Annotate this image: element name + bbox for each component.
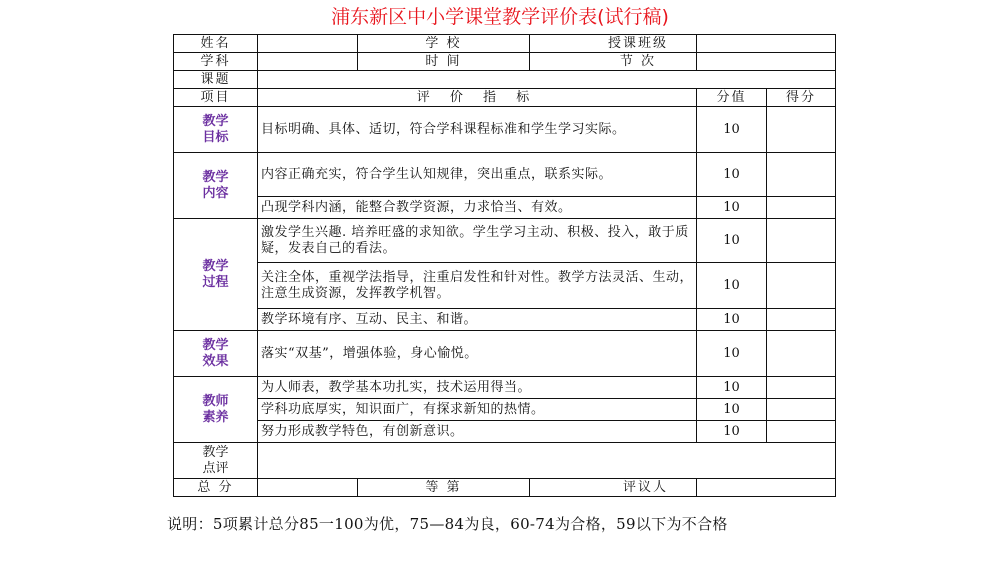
criteria-row <box>174 377 836 399</box>
criteria-text: 为人师表，教学基本功扎实，技术运用得当。 <box>258 377 697 399</box>
score-field[interactable] <box>767 421 836 443</box>
time-label: 时 间 <box>358 53 530 71</box>
score-field[interactable] <box>767 399 836 421</box>
criteria-text: 关注全体，重视学法指导，注重启发性和针对性。教学方法灵活、生动，注意生成资源，发挥教学机智。 <box>258 263 697 309</box>
col-points: 分值 <box>697 89 767 107</box>
points-value: 10 <box>697 331 767 377</box>
subject-field[interactable] <box>258 53 358 71</box>
score-field[interactable] <box>767 377 836 399</box>
period-field[interactable] <box>697 53 836 71</box>
remark-row <box>174 443 836 479</box>
points-value: 10 <box>697 153 767 197</box>
score-field[interactable] <box>767 331 836 377</box>
col-score: 得分 <box>767 89 836 107</box>
points-value: 10 <box>697 197 767 219</box>
topic-field[interactable] <box>258 71 836 89</box>
info-row-1 <box>174 35 836 53</box>
score-field[interactable] <box>767 219 836 263</box>
points-value: 10 <box>697 377 767 399</box>
column-header-row <box>174 89 836 107</box>
item-process: 教学 过程 <box>174 219 258 331</box>
topic-row <box>174 71 836 89</box>
page-title: 浦东新区中小学课堂教学评价表(试行稿) <box>331 6 669 28</box>
col-item: 项目 <box>174 89 258 107</box>
score-field[interactable] <box>767 197 836 219</box>
total-label: 总 分 <box>174 479 258 497</box>
criteria-text: 学科功底厚实，知识面广，有探求新知的热情。 <box>258 399 697 421</box>
criteria-text: 激发学生兴趣. 培养旺盛的求知欲。学生学习主动、积极、投入，敢于质疑，发表自己的看法。 <box>258 219 697 263</box>
criteria-text: 凸现学科内涵，能整合教学资源，力求恰当、有效。 <box>258 197 697 219</box>
points-value: 10 <box>697 219 767 263</box>
points-value: 10 <box>697 309 767 331</box>
criteria-row <box>174 219 836 263</box>
period-label: 节 次 <box>530 53 697 71</box>
criteria-text: 努力形成教学特色，有创新意识。 <box>258 421 697 443</box>
grade-label: 等 第 <box>358 479 530 497</box>
evaluation-table <box>173 34 836 497</box>
col-criteria: 评 价 指 标 <box>258 89 697 107</box>
score-field[interactable] <box>767 107 836 153</box>
score-field[interactable] <box>767 309 836 331</box>
remark-field[interactable] <box>258 443 836 479</box>
criteria-text: 落实“双基”，增强体验，身心愉悦。 <box>258 331 697 377</box>
criteria-row <box>174 421 836 443</box>
points-value: 10 <box>697 107 767 153</box>
total-row <box>174 479 836 497</box>
remark-label-text: 教学点评 <box>202 444 229 476</box>
topic-label: 课题 <box>174 71 258 89</box>
points-value: 10 <box>697 421 767 443</box>
criteria-text: 教学环境有序、互动、民主、和谐。 <box>258 309 697 331</box>
grading-note: 说明：5项累计总分85一100为优，75—84为良，60-74为合格，59以下为不合格 <box>167 515 728 533</box>
reviewer-field[interactable] <box>697 479 836 497</box>
score-field[interactable] <box>767 263 836 309</box>
criteria-row <box>174 197 836 219</box>
criteria-row <box>174 263 836 309</box>
remark-label <box>174 443 258 479</box>
class-field[interactable] <box>697 35 836 53</box>
criteria-row <box>174 309 836 331</box>
points-value: 10 <box>697 399 767 421</box>
points-value: 10 <box>697 263 767 309</box>
criteria-row <box>174 153 836 197</box>
item-teacher-quality: 教师 素养 <box>174 377 258 443</box>
criteria-text: 内容正确充实，符合学生认知规律，突出重点，联系实际。 <box>258 153 697 197</box>
subject-label: 学科 <box>174 53 258 71</box>
class-label: 授课班级 <box>530 35 697 53</box>
item-effect: 教学 效果 <box>174 331 258 377</box>
name-label: 姓名 <box>174 35 258 53</box>
school-label: 学 校 <box>358 35 530 53</box>
item-content: 教学 内容 <box>174 153 258 219</box>
criteria-row <box>174 399 836 421</box>
criteria-row <box>174 107 836 153</box>
criteria-row <box>174 331 836 377</box>
score-field[interactable] <box>767 153 836 197</box>
reviewer-label: 评议人 <box>530 479 697 497</box>
info-row-2 <box>174 53 836 71</box>
total-field[interactable] <box>258 479 358 497</box>
name-field[interactable] <box>258 35 358 53</box>
item-objective: 教学 目标 <box>174 107 258 153</box>
criteria-text: 目标明确、具体、适切，符合学科课程标准和学生学习实际。 <box>258 107 697 153</box>
